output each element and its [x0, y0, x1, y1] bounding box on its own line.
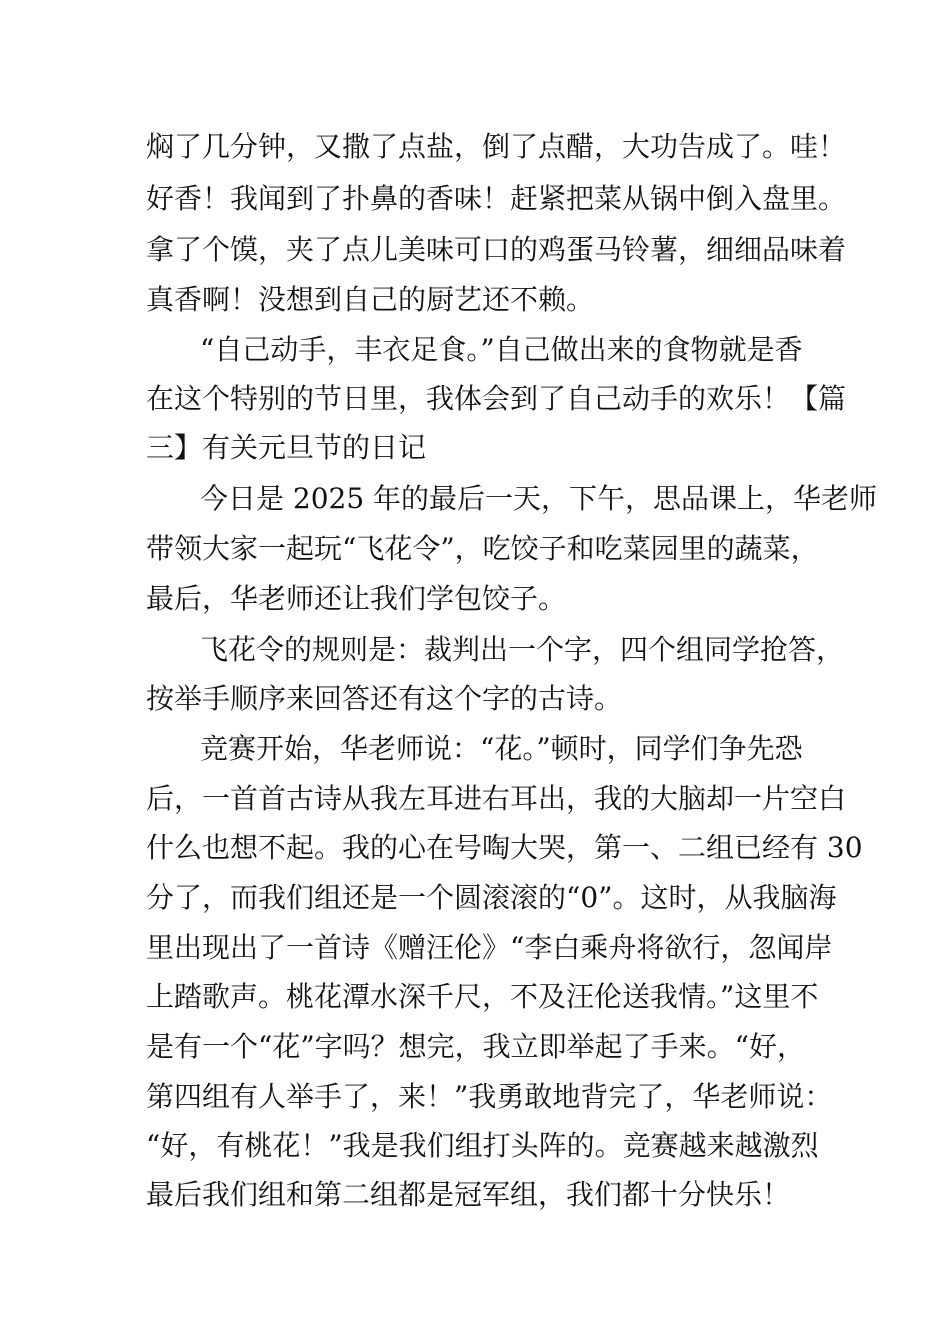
text-line: 真香啊！没想到自己的厨艺还不赖。	[146, 283, 595, 316]
text-line: 在这个特别的节日里，我体会到了自己动手的欢乐！【篇	[146, 382, 847, 415]
text-line: “好，有桃花！”我是我们组打头阵的。竞赛越来越激烈	[146, 1129, 819, 1162]
text-line: 是有一个“花”字吗？想完，我立即举起了手来。“好，	[146, 1030, 805, 1063]
text-line: 拿了个馍，夹了点儿美味可口的鸡蛋马铃薯，细细品味着	[146, 233, 847, 266]
text-line: 什么也想不起。我的心在号啕大哭，第一、二组已经有 30	[146, 831, 863, 864]
text-line: 飞花令的规则是：裁判出一个字，四个组同学抢答，	[200, 633, 845, 666]
text-line: 最后我们组和第二组都是冠军组，我们都十分快乐！	[146, 1178, 791, 1211]
text-line: 带领大家一起玩“飞花令”，吃饺子和吃菜园里的蔬菜，	[146, 532, 819, 565]
text-line: 上踏歌声。桃花潭水深千尺，不及汪伦送我情。”这里不	[146, 980, 819, 1013]
text-line: 里出现出了一首诗《赠汪伦》“李白乘舟将欲行，忽闻岸	[146, 931, 833, 964]
text-line: 后，一首首古诗从我左耳进右耳出，我的大脑却一片空白	[146, 782, 847, 815]
text-line: 第四组有人举手了，来！”我勇敢地背完了，华老师说：	[146, 1080, 833, 1113]
text-line: 竞赛开始，华老师说：“花。”顿时，同学们争先恐	[200, 732, 803, 765]
text-line: 分了，而我们组还是一个圆滚滚的“0”。这时，从我脑海	[146, 881, 837, 914]
text-line: “自己动手，丰衣足食。”自己做出来的食物就是香	[200, 333, 803, 366]
text-line: 按举手顺序来回答还有这个字的古诗。	[146, 682, 623, 715]
text-line: 最后，华老师还让我们学包饺子。	[146, 582, 567, 615]
text-line: 今日是 2025 年的最后一天，下午，思品课上，华老师	[200, 482, 878, 515]
text-line: 三】有关元旦节的日记	[146, 431, 427, 464]
text-line: 焖了几分钟，又撒了点盐，倒了点醋，大功告成了。哇！	[146, 130, 847, 163]
text-line: 好香！我闻到了扑鼻的香味！赶紧把菜从锅中倒入盘里。	[146, 182, 847, 215]
